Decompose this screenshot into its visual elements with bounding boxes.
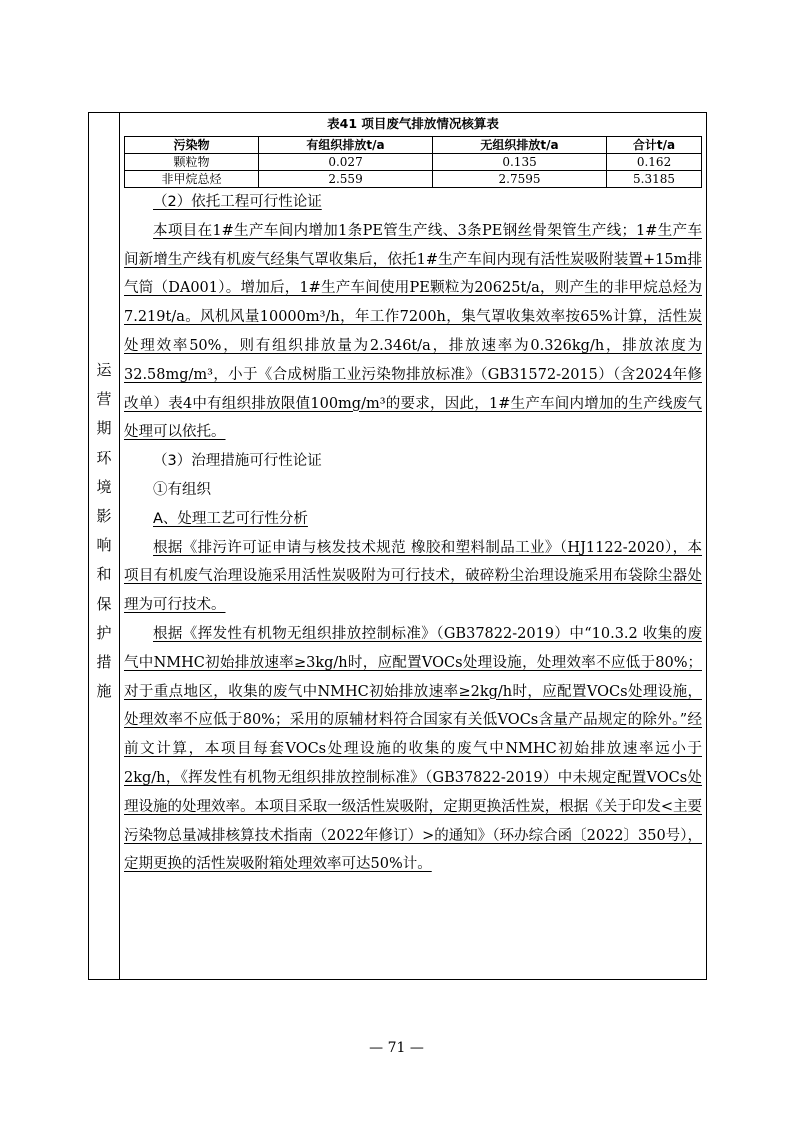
side-label-char: 期	[96, 419, 112, 438]
table-cell: 2.559	[259, 171, 433, 188]
table-title: 表41 项目废气排放情况核算表	[327, 116, 499, 131]
paragraph-permit-standard: 根据《排污许可证申请与核发技术规范 橡胶和塑料制品工业》（HJ1122-2020），本项目有机废气治理设施采用活性炭吸附为可行技术，破碎粉尘治理设施采用布袋除尘器处理为可行技术。	[124, 539, 702, 614]
table-row	[125, 171, 702, 188]
section-heading-3: （3）治理措施可行性论证	[153, 453, 322, 470]
table-cell: 5.3185	[607, 171, 702, 188]
side-label-char: 施	[96, 682, 112, 701]
side-label-char: 运	[96, 361, 112, 379]
side-label-char: 保	[96, 594, 112, 613]
vertical-section-label	[88, 356, 120, 706]
table-cell: 非甲烷总烃	[125, 171, 259, 188]
side-label-char: 营	[96, 390, 112, 409]
header-unorganized: 无组织排放t/a	[433, 137, 607, 154]
side-label-char: 环	[96, 448, 112, 467]
subheading-organized: ①有组织	[153, 481, 211, 498]
table-cell: 0.162	[607, 154, 702, 171]
table-cell: 0.027	[259, 154, 433, 171]
paragraph-voc-standard: 根据《挥发性有机物无组织排放控制标准》（GB37822-2019）中“10.3.2 收集的废气中NMHC初始排放速率≥3kg/h时，应配置VOCs处理设施，处理效率不应低于80%；对于重点地区，收集的废气中NMHC初始排放速率≥2kg/h时，应配置VOCs处理设施，处理效率不应低于80%；采用的原辅材料符合国家有关低VOCs含量产品规定的除外。”经前文计算，本项目每套VOCs处理设施的收集的废气中NMHC初始排放速率远小于2kg/h，《挥发性有机物无组织排放控制标准》（GB37822-2019）中未规定配置VOCs处理设施的处理效率。本项目采取一级活性炭吸附，定期更换活性炭，根据《关于印发<主要污染物总量减排核算技术指南（2022年修订）>的通知》（环办综合函〔2022〕350号），定期更换的活性炭吸附箱处理效率可达50%计。	[124, 625, 702, 873]
table-header-row	[125, 137, 702, 154]
header-total: 合计t/a	[607, 137, 702, 154]
section-heading-2: （2）依托工程可行性论证	[153, 194, 322, 210]
header-pollutant: 污染物	[125, 137, 259, 154]
paragraph-dependency: 本项目在1#生产车间内增加1条PE管生产线、3条PE钢丝骨架管生产线；1#生产车间新增生产线有机废气经集气罩收集后，依托1#生产车间内现有活性炭吸附装置+15m排气筒（DA001）。增加后，1#生产车间使用PE颗粒为20625t/a，则产生的非甲烷总烃为7.219t/a。风机风量10000m³/h，年工作7200h，集气罩收集效率按65%计算，活性炭处理效率50%，则有组织排放量为2.346t/a，排放速率为0.326kg/h，排放浓度为32.58mg/m³，小于《合成树脂工业污染物排放标准》（GB31572-2015）（含2024年修改单）表4中有组织排放限值100mg/m³的要求，因此，1#生产车间内增加的生产线废气处理可以依托。	[124, 222, 702, 441]
main-content	[124, 112, 702, 879]
side-label-char: 和	[96, 565, 112, 584]
header-organized: 有组织排放t/a	[259, 137, 433, 154]
table-cell: 颗粒物	[125, 154, 259, 171]
page-number: — 71 —	[369, 1040, 424, 1056]
table-cell: 2.7595	[433, 171, 607, 188]
side-label-char: 影	[96, 507, 112, 526]
table-cell: 0.135	[433, 154, 607, 171]
side-label-char: 措	[96, 653, 112, 672]
side-label-char: 境	[96, 477, 112, 496]
table-row	[125, 154, 702, 171]
subheading-process-analysis: A、处理工艺可行性分析	[153, 510, 308, 527]
side-label-char: 响	[96, 536, 112, 555]
side-label-char: 护	[96, 623, 112, 642]
emission-table	[124, 136, 702, 188]
